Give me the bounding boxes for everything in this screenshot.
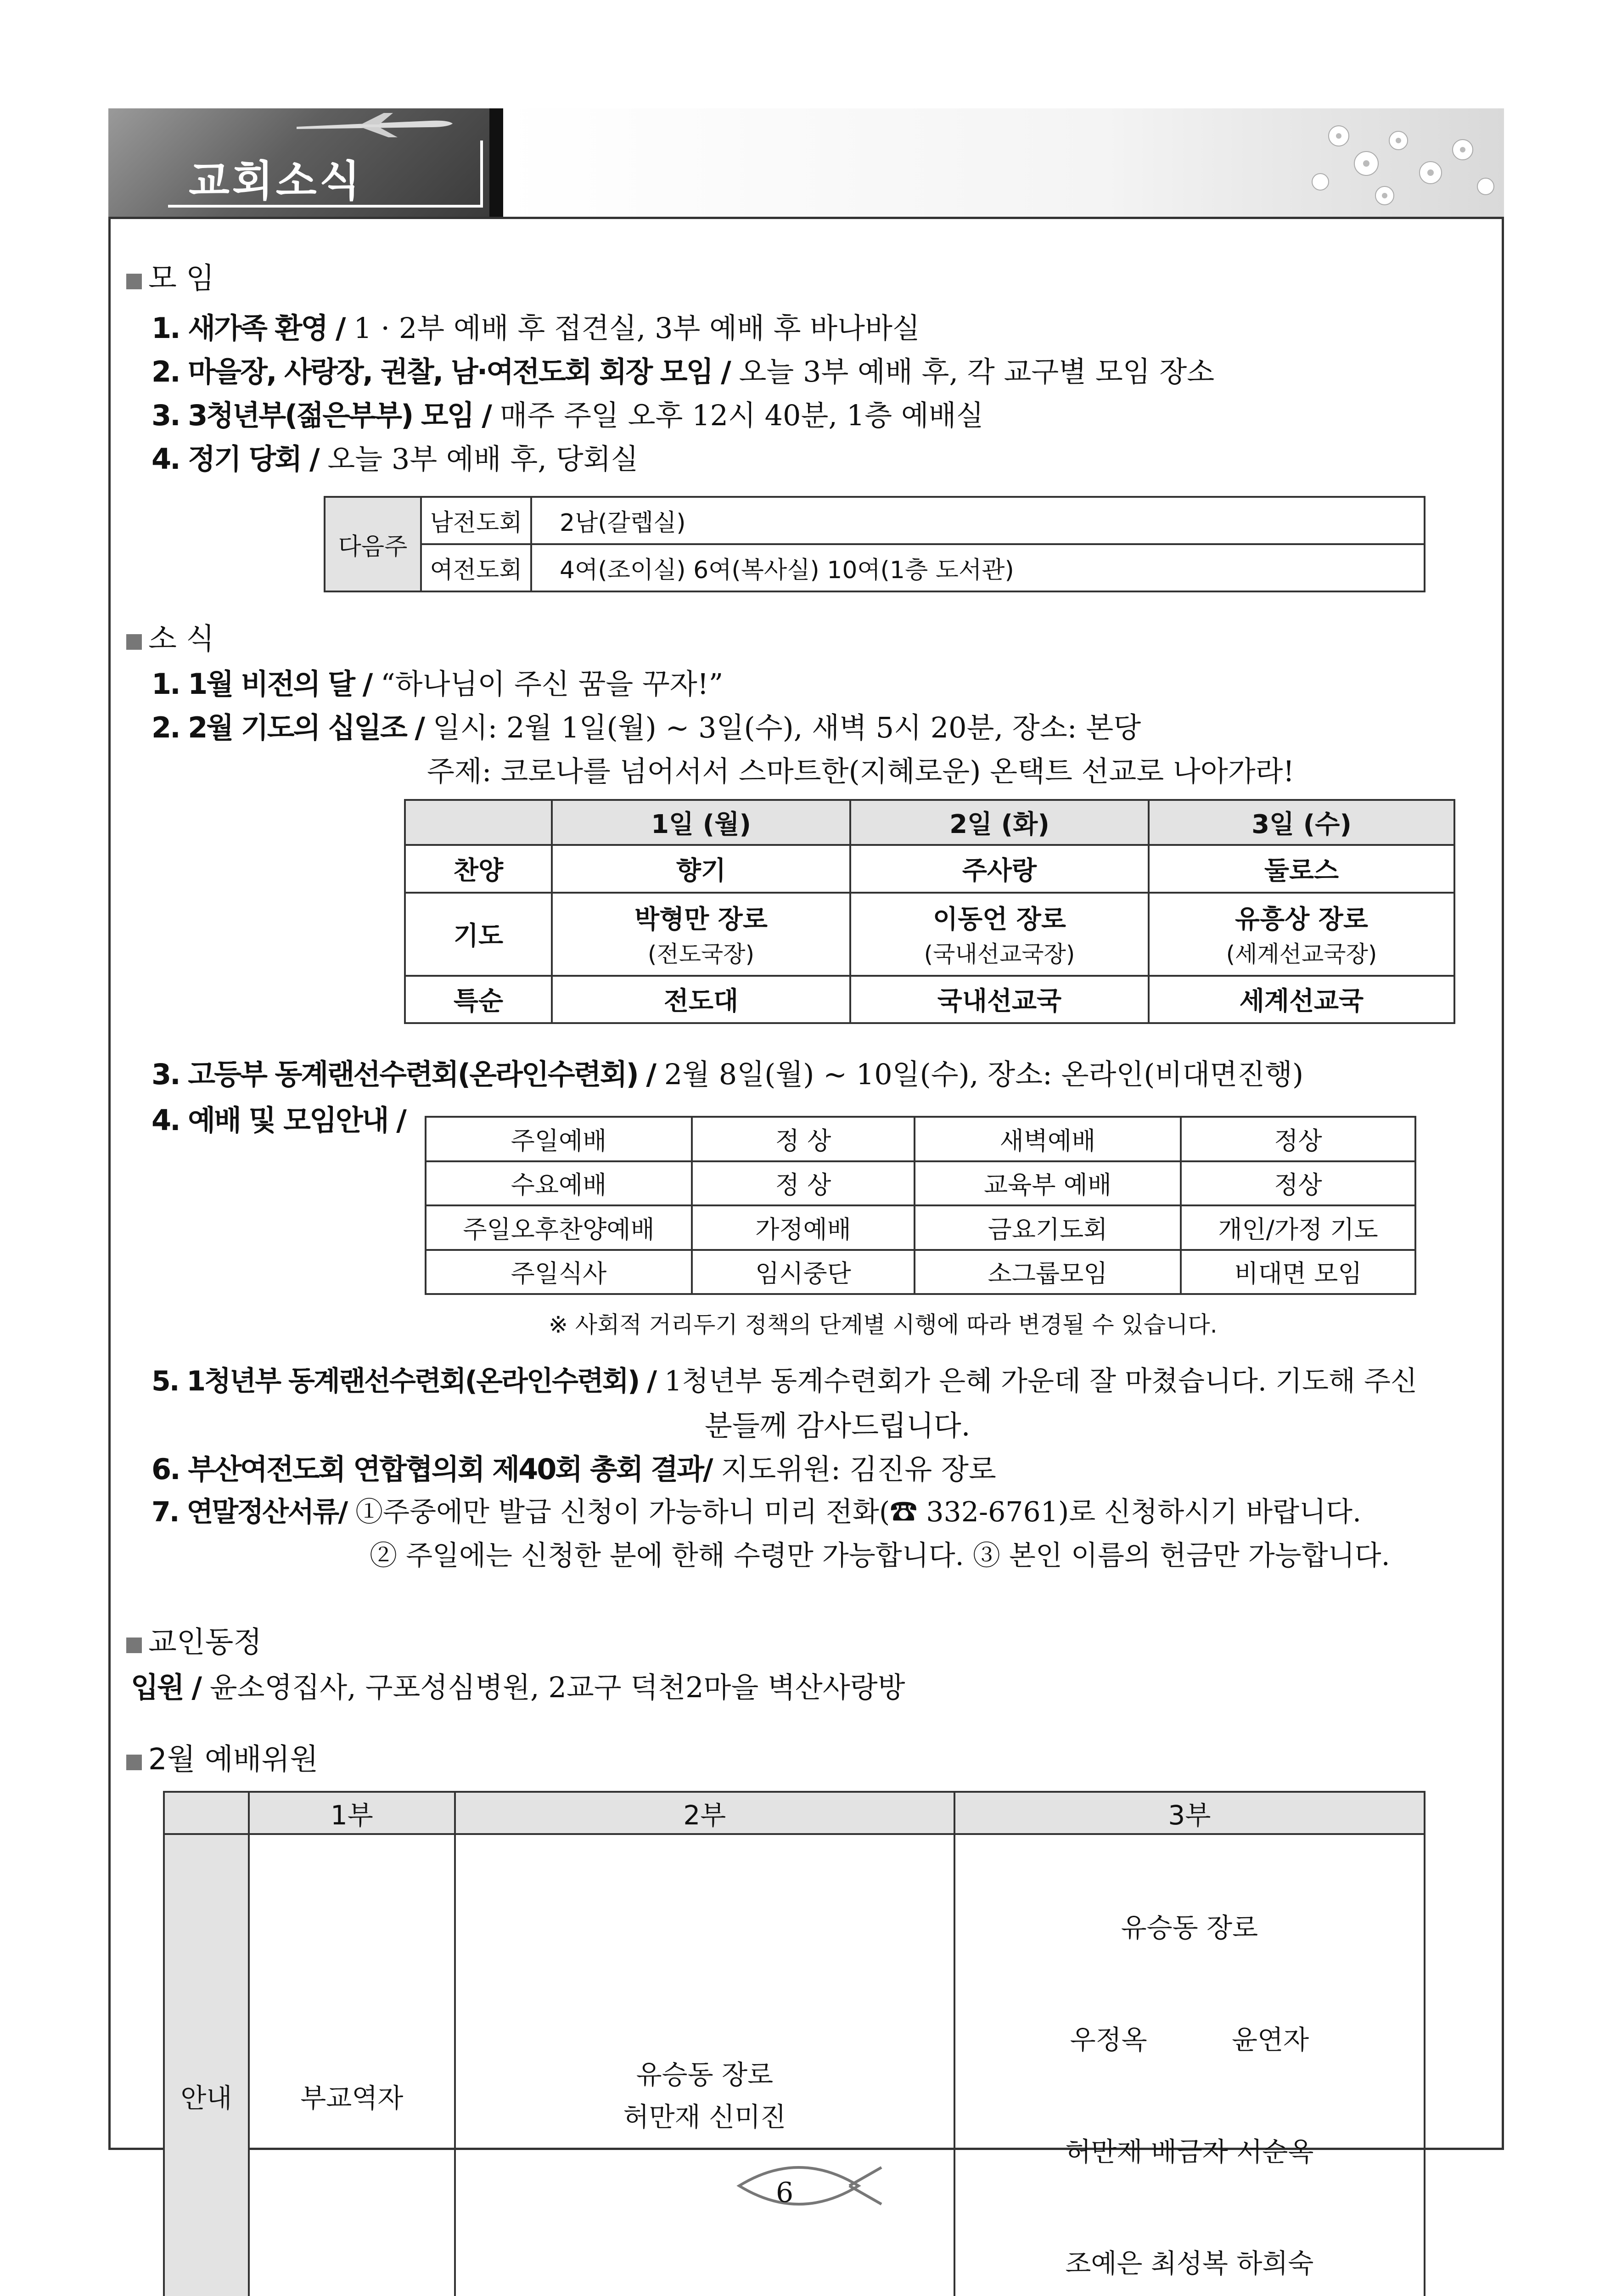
schedule-cell: 주일예배 [426,1117,692,1161]
staff-cell: 부교역자 [249,1834,455,2296]
staff-row-label: 안내 [164,1834,249,2296]
square-bullet-icon [126,1638,142,1653]
page-number: 6 [776,2177,794,2209]
prayer-cell: 세계선교국 [1149,976,1454,1023]
schedule-cell: 정 상 [692,1161,915,1206]
prayer-cell: 주사랑 [850,845,1149,892]
prayer-cell: 이동언 장로 (국내선교국장) [850,893,1149,976]
news-item: 1. 1월 비전의 달 / “하나님이 주신 꿈을 꾸자!” [152,667,724,701]
place-cell: 2남(갈렙실) [531,497,1425,544]
section-heading-meeting: 모 임 [126,255,214,297]
schedule-cell: 주일오후찬양예배 [426,1205,692,1250]
header-banner [108,108,1504,217]
schedule-table [425,1116,1416,1295]
prayer-row-label: 찬양 [405,845,552,892]
staff-header: 2부 [455,1792,954,1834]
prayer-header: 2일 (화) [850,800,1149,845]
schedule-cell: 비대면 모임 [1181,1250,1415,1294]
schedule-note: ※ 사회적 거리두기 정책의 단계별 시행에 따라 변경될 수 있습니다. [549,1311,1218,1338]
place-cell: 4여(조이실) 6여(복사실) 10여(1층 도서관) [531,544,1425,591]
schedule-cell: 소그룹모임 [915,1250,1181,1294]
prayer-header [405,800,552,845]
next-week-table [324,496,1425,592]
news-item-continued: 분들께 감사드립니다. [705,1409,971,1442]
news-item: 5. 1청년부 동계랜선수련회(온라인수련회) / 1청년부 동계수련회가 은혜 가운데 잘 마쳤습니다. 기도해 주신 [152,1365,1417,1397]
schedule-cell: 정상 [1181,1161,1415,1206]
prayer-cell: 향기 [552,845,850,892]
news-item: 4. 예배 및 모임안내 / [152,1103,405,1137]
schedule-cell: 개인/가정 기도 [1181,1205,1415,1250]
prayer-cell: 국내선교국 [850,976,1149,1023]
news-item: 2. 2월 기도의 십일조 / 일시: 2월 1일(월) ~ 3일(수), 새벽 5시 20분, 장소: 본당 [152,711,1141,744]
meeting-item: 1. 새가족 환영 / 1 · 2부 예배 후 접견실, 3부 예배 후 바나바실 [152,311,920,345]
group-cell: 여전도회 [421,544,531,591]
prayer-row-label: 기도 [405,893,552,976]
airplane-icon [292,111,457,138]
staff-table [163,1791,1425,2296]
prayer-header: 1일 (월) [552,800,850,845]
staff-header: 3부 [954,1792,1425,1834]
staff-header [164,1792,249,1834]
schedule-cell: 수요예배 [426,1161,692,1206]
section-heading-members: 교인동정 [126,1619,262,1661]
members-item: 입원 / 윤소영집사, 구포성심병원, 2교구 덕천2마을 벽산사랑방 [131,1671,905,1704]
square-bullet-icon [126,634,142,650]
schedule-cell: 가정예배 [692,1205,915,1250]
square-bullet-icon [126,274,142,289]
prayer-cell: 박형만 장로 (전도국장) [552,893,850,976]
schedule-cell: 정 상 [692,1117,915,1161]
next-week-label: 다음주 [325,497,421,591]
meeting-item: 4. 정기 당회 / 오늘 3부 예배 후, 당회실 [152,442,639,476]
prayer-cell: 전도대 [552,976,850,1023]
header-divider [489,108,503,217]
prayer-row-label: 특순 [405,976,552,1023]
flowers-icon [1247,108,1504,217]
schedule-cell: 주일식사 [426,1250,692,1294]
schedule-cell: 임시중단 [692,1250,915,1294]
meeting-item: 2. 마을장, 사랑장, 권찰, 남·여전도회 회장 모임 / 오늘 3부 예배 후, 각 교구별 모임 장소 [152,355,1215,388]
staff-cell: 유승동 장로 허만재 신미진 [455,1834,954,2296]
prayer-cell: 둘로스 [1149,845,1454,892]
schedule-cell: 교육부 예배 [915,1161,1181,1206]
group-cell: 남전도회 [421,497,531,544]
prayer-cell: 유흥상 장로 (세계선교국장) [1149,893,1454,976]
schedule-cell: 새벽예배 [915,1117,1181,1161]
news-item: 3. 고등부 동계랜선수련회(온라인수련회) / 2월 8일(월) ~ 10일(수), 장소: 온라인(비대면진행) [152,1058,1304,1091]
schedule-cell: 정상 [1181,1117,1415,1161]
staff-header: 1부 [249,1792,455,1834]
news-item: 6. 부산여전도회 연합협의회 제40회 총회 결과/ 지도위원: 김진유 장로 [152,1452,996,1486]
schedule-cell: 금요기도회 [915,1205,1181,1250]
square-bullet-icon [126,1755,142,1770]
meeting-item: 3. 3청년부(젊은부부) 모임 / 매주 주일 오후 12시 40분, 1층 예배실 [152,399,984,432]
section-heading-news: 소 식 [126,615,214,658]
news-item-theme: 주제: 코로나를 넘어서서 스마트한(지혜로운) 온택트 선교로 나아가라! [427,754,1295,788]
prayer-header: 3일 (수) [1149,800,1454,845]
staff-cell: 유승동 장로 우정옥 윤연자 허만재 배금자 서순옥 조예은 최성복 하희숙 [954,1834,1425,2296]
fish-icon [730,2158,886,2213]
prayer-table [404,799,1455,1024]
section-heading-worship-staff: 2월 예배위원 [126,1736,318,1778]
page-title: 교회소식 [189,157,363,206]
news-item: 7. 연말정산서류/ ①주중에만 발급 신청이 가능하니 미리 전화(☎ 332-6761)로 신청하시기 바랍니다. [152,1496,1362,1528]
news-item-continued: ② 주일에는 신청한 분에 한해 수령만 가능합니다. ③ 본인 이름의 헌금만 가능합니다. [370,1540,1390,1572]
